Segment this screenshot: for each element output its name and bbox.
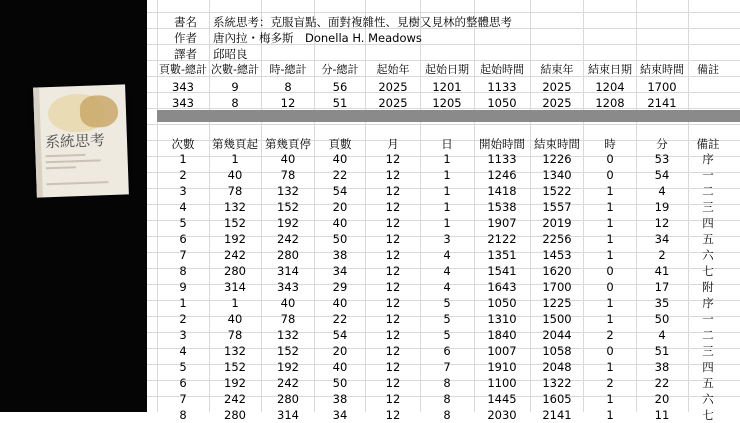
detail-row1-cell[interactable]: 1418 bbox=[487, 184, 517, 198]
detail-row2-cell[interactable]: 1 bbox=[231, 296, 239, 310]
detail-row2-cell[interactable]: 22 bbox=[654, 376, 670, 390]
detail-row2-cell[interactable]: 2141 bbox=[542, 408, 572, 422]
detail-row1-cell[interactable]: 1557 bbox=[542, 200, 572, 214]
author-label[interactable]: 作者 bbox=[174, 31, 197, 45]
detail-header-cell[interactable]: 時 bbox=[604, 137, 616, 151]
summary-cell[interactable]: 2025 bbox=[542, 80, 572, 94]
detail-header-cell[interactable]: 日 bbox=[441, 137, 453, 151]
summary-header-cell[interactable]: 起始時間 bbox=[480, 63, 524, 76]
detail-row1-cell[interactable]: 1 bbox=[231, 152, 239, 166]
detail-row1-cell[interactable]: 1 bbox=[443, 200, 451, 214]
summary-cell[interactable]: 2141 bbox=[647, 96, 677, 110]
detail-row2-cell[interactable]: 1 bbox=[606, 408, 614, 422]
book-cover bbox=[33, 84, 129, 197]
summary-cell[interactable]: 1050 bbox=[487, 96, 517, 110]
detail-row1-cell[interactable]: 242 bbox=[224, 248, 246, 262]
detail-row1-cell[interactable]: 0 bbox=[606, 264, 614, 278]
detail-row1-cell[interactable]: 17 bbox=[654, 280, 670, 294]
detail-row1-cell[interactable]: 0 bbox=[606, 152, 614, 166]
detail-row1-cell[interactable]: 2019 bbox=[542, 216, 572, 230]
detail-row1-cell[interactable]: 34 bbox=[654, 232, 670, 246]
detail-row2-cell[interactable]: 七 bbox=[702, 408, 714, 422]
detail-row2-cell[interactable]: 0 bbox=[606, 344, 614, 358]
summary-header-cell[interactable]: 頁數-總計 bbox=[159, 63, 207, 76]
detail-row2-cell[interactable]: 12 bbox=[385, 312, 401, 326]
summary-cell[interactable]: 2025 bbox=[542, 96, 572, 110]
detail-row2-cell[interactable]: 1 bbox=[606, 296, 614, 310]
detail-row1-cell[interactable]: 1340 bbox=[542, 168, 572, 182]
detail-row2-cell[interactable]: 1 bbox=[606, 312, 614, 326]
detail-row1-cell[interactable]: 1620 bbox=[542, 264, 572, 278]
detail-row2-cell[interactable]: 5 bbox=[443, 312, 451, 326]
detail-row2-cell[interactable]: 12 bbox=[385, 360, 401, 374]
detail-row1-cell[interactable]: 132 bbox=[277, 184, 299, 198]
summary-cell[interactable]: 1208 bbox=[595, 96, 625, 110]
detail-row1-cell[interactable]: 38 bbox=[332, 248, 348, 262]
detail-row1-cell[interactable]: 40 bbox=[227, 168, 243, 182]
detail-header-cell[interactable]: 頁數 bbox=[328, 137, 352, 151]
detail-row2-cell[interactable]: 152 bbox=[277, 344, 299, 358]
detail-row1-cell[interactable]: 54 bbox=[332, 184, 348, 198]
detail-row1-cell[interactable]: 五 bbox=[702, 232, 714, 246]
detail-header-cell[interactable]: 月 bbox=[387, 137, 399, 151]
detail-row2-cell[interactable]: 12 bbox=[385, 344, 401, 358]
detail-row2-cell[interactable]: 5 bbox=[443, 328, 451, 342]
detail-header-cell[interactable]: 分 bbox=[656, 137, 668, 151]
detail-row2-cell[interactable]: 51 bbox=[654, 344, 670, 358]
detail-row1-cell[interactable]: 12 bbox=[385, 152, 401, 166]
summary-cell[interactable]: 8 bbox=[231, 96, 239, 110]
detail-row2-cell[interactable]: 20 bbox=[332, 344, 348, 358]
detail-row1-cell[interactable]: 2 bbox=[179, 168, 187, 182]
summary-cell[interactable]: 12 bbox=[280, 96, 296, 110]
detail-row2-cell[interactable]: 20 bbox=[654, 392, 670, 406]
detail-row2-cell[interactable]: 152 bbox=[224, 360, 246, 374]
detail-row2-cell[interactable]: 4 bbox=[179, 344, 187, 358]
detail-row1-cell[interactable]: 280 bbox=[277, 248, 299, 262]
detail-row2-cell[interactable]: 7 bbox=[179, 392, 187, 406]
summary-cell[interactable]: 8 bbox=[284, 80, 292, 94]
detail-row2-cell[interactable]: 二 bbox=[702, 328, 714, 342]
summary-header-cell[interactable]: 次數-總計 bbox=[211, 63, 259, 76]
detail-row1-cell[interactable]: 314 bbox=[224, 280, 246, 294]
detail-row1-cell[interactable]: 1 bbox=[606, 232, 614, 246]
detail-row1-cell[interactable]: 54 bbox=[654, 168, 670, 182]
detail-row1-cell[interactable]: 4 bbox=[443, 280, 451, 294]
detail-header-cell[interactable]: 次數 bbox=[171, 137, 195, 151]
summary-header-cell[interactable]: 起始年 bbox=[376, 63, 410, 76]
detail-row2-cell[interactable]: 2044 bbox=[542, 328, 572, 342]
detail-row1-cell[interactable]: 280 bbox=[224, 264, 246, 278]
detail-row2-cell[interactable]: 50 bbox=[332, 376, 348, 390]
summary-header-cell[interactable]: 結束日期 bbox=[588, 63, 632, 76]
detail-row1-cell[interactable]: 一 bbox=[702, 168, 714, 182]
summary-cell[interactable]: 1201 bbox=[432, 80, 462, 94]
detail-row2-cell[interactable]: 7 bbox=[443, 360, 451, 374]
detail-row2-cell[interactable]: 50 bbox=[654, 312, 670, 326]
detail-row1-cell[interactable]: 1522 bbox=[542, 184, 572, 198]
detail-row2-cell[interactable]: 38 bbox=[332, 392, 348, 406]
book-cover-photo bbox=[0, 0, 147, 412]
detail-row1-cell[interactable]: 2 bbox=[658, 248, 666, 262]
detail-row2-cell[interactable]: 38 bbox=[654, 360, 670, 374]
detail-row1-cell[interactable]: 6 bbox=[179, 232, 187, 246]
detail-row1-cell[interactable]: 1 bbox=[179, 152, 187, 166]
detail-row1-cell[interactable]: 1 bbox=[443, 216, 451, 230]
detail-row1-cell[interactable]: 1 bbox=[443, 184, 451, 198]
detail-row2-cell[interactable]: 1 bbox=[179, 296, 187, 310]
detail-row2-cell[interactable]: 242 bbox=[224, 392, 246, 406]
detail-row1-cell[interactable]: 343 bbox=[277, 280, 299, 294]
detail-header-cell[interactable]: 備註 bbox=[696, 137, 720, 151]
detail-row1-cell[interactable]: 78 bbox=[227, 184, 243, 198]
detail-row2-cell[interactable]: 1445 bbox=[487, 392, 517, 406]
detail-row1-cell[interactable]: 1907 bbox=[487, 216, 517, 230]
summary-header-cell[interactable]: 結束時間 bbox=[640, 63, 684, 76]
title-label[interactable]: 書名 bbox=[174, 15, 197, 29]
detail-row1-cell[interactable]: 40 bbox=[280, 152, 296, 166]
detail-row1-cell[interactable]: 12 bbox=[385, 232, 401, 246]
detail-row1-cell[interactable]: 1133 bbox=[487, 152, 517, 166]
detail-row2-cell[interactable]: 1100 bbox=[487, 376, 517, 390]
detail-row2-cell[interactable]: 40 bbox=[332, 296, 348, 310]
detail-row1-cell[interactable]: 1538 bbox=[487, 200, 517, 214]
detail-row2-cell[interactable]: 1500 bbox=[542, 312, 572, 326]
detail-row1-cell[interactable]: 192 bbox=[277, 216, 299, 230]
detail-row2-cell[interactable]: 3 bbox=[179, 328, 187, 342]
detail-row2-cell[interactable]: 280 bbox=[224, 408, 246, 422]
detail-row2-cell[interactable]: 2030 bbox=[487, 408, 517, 422]
detail-row2-cell[interactable]: 132 bbox=[224, 344, 246, 358]
detail-row2-cell[interactable]: 1058 bbox=[542, 344, 572, 358]
detail-row2-cell[interactable]: 22 bbox=[332, 312, 348, 326]
detail-row1-cell[interactable]: 7 bbox=[179, 248, 187, 262]
detail-row2-cell[interactable]: 280 bbox=[277, 392, 299, 406]
detail-row1-cell[interactable]: 附 bbox=[702, 280, 714, 294]
detail-row2-cell[interactable]: 40 bbox=[227, 312, 243, 326]
detail-header-cell[interactable]: 結束時間 bbox=[534, 137, 580, 151]
detail-row2-cell[interactable]: 8 bbox=[443, 408, 451, 422]
detail-row1-cell[interactable]: 132 bbox=[224, 200, 246, 214]
detail-row1-cell[interactable]: 1226 bbox=[542, 152, 572, 166]
detail-row2-cell[interactable]: 2 bbox=[179, 312, 187, 326]
title-value[interactable]: 系統思考：克服盲點、面對複雜性、見樹又見林的整體思考 bbox=[213, 15, 512, 29]
detail-row1-cell[interactable]: 1 bbox=[606, 248, 614, 262]
summary-cell[interactable]: 1204 bbox=[595, 80, 625, 94]
detail-row1-cell[interactable]: 152 bbox=[277, 200, 299, 214]
detail-row2-cell[interactable]: 六 bbox=[702, 392, 714, 406]
detail-row2-cell[interactable]: 序 bbox=[702, 296, 714, 310]
detail-row1-cell[interactable]: 3 bbox=[443, 232, 451, 246]
detail-row1-cell[interactable]: 1 bbox=[443, 152, 451, 166]
detail-row1-cell[interactable]: 12 bbox=[385, 184, 401, 198]
detail-header-cell[interactable]: 第幾頁起 bbox=[212, 137, 258, 151]
summary-cell[interactable]: 1700 bbox=[647, 80, 677, 94]
detail-row1-cell[interactable]: 12 bbox=[385, 200, 401, 214]
detail-row2-cell[interactable]: 12 bbox=[385, 328, 401, 342]
detail-row1-cell[interactable]: 22 bbox=[332, 168, 348, 182]
detail-row1-cell[interactable]: 40 bbox=[332, 152, 348, 166]
detail-row1-cell[interactable]: 1 bbox=[606, 184, 614, 198]
detail-row2-cell[interactable]: 8 bbox=[443, 392, 451, 406]
detail-header-cell[interactable]: 開始時間 bbox=[479, 137, 525, 151]
cover-title: 系統思考 bbox=[44, 131, 106, 152]
detail-row2-cell[interactable]: 242 bbox=[277, 376, 299, 390]
summary-header-cell[interactable]: 備註 bbox=[697, 63, 719, 76]
detail-row2-cell[interactable]: 11 bbox=[654, 408, 670, 422]
detail-row1-cell[interactable]: 29 bbox=[332, 280, 348, 294]
detail-row1-cell[interactable]: 3 bbox=[179, 184, 187, 198]
author-value[interactable]: 唐內拉・梅多斯 Donella H. Meadows bbox=[213, 31, 422, 45]
detail-row1-cell[interactable]: 0 bbox=[606, 168, 614, 182]
detail-row1-cell[interactable]: 0 bbox=[606, 280, 614, 294]
summary-cell[interactable]: 51 bbox=[332, 96, 348, 110]
detail-header-cell[interactable]: 第幾頁停 bbox=[265, 137, 311, 151]
detail-row2-cell[interactable]: 1050 bbox=[487, 296, 517, 310]
detail-row1-cell[interactable]: 1 bbox=[606, 200, 614, 214]
detail-row1-cell[interactable]: 12 bbox=[385, 168, 401, 182]
summary-header-cell[interactable]: 結束年 bbox=[540, 63, 574, 76]
detail-row2-cell[interactable]: 1605 bbox=[542, 392, 572, 406]
detail-row1-cell[interactable]: 192 bbox=[224, 232, 246, 246]
detail-row2-cell[interactable]: 192 bbox=[277, 360, 299, 374]
detail-row1-cell[interactable]: 2122 bbox=[487, 232, 517, 246]
detail-row1-cell[interactable]: 1541 bbox=[487, 264, 517, 278]
detail-row1-cell[interactable]: 41 bbox=[654, 264, 670, 278]
detail-row1-cell[interactable]: 1 bbox=[443, 168, 451, 182]
detail-row1-cell[interactable]: 53 bbox=[654, 152, 670, 166]
summary-cell[interactable]: 2025 bbox=[378, 80, 408, 94]
detail-row2-cell[interactable]: 2 bbox=[606, 376, 614, 390]
translator-value[interactable]: 邱昭良 bbox=[213, 47, 248, 61]
detail-row1-cell[interactable]: 9 bbox=[179, 280, 187, 294]
summary-cell[interactable]: 343 bbox=[172, 80, 194, 94]
detail-row2-cell[interactable]: 1310 bbox=[487, 312, 517, 326]
detail-row2-cell[interactable]: 314 bbox=[277, 408, 299, 422]
detail-row2-cell[interactable]: 34 bbox=[332, 408, 348, 422]
detail-row2-cell[interactable]: 12 bbox=[385, 408, 401, 422]
detail-row1-cell[interactable]: 242 bbox=[277, 232, 299, 246]
detail-row1-cell[interactable]: 4 bbox=[443, 248, 451, 262]
detail-row2-cell[interactable]: 一 bbox=[702, 312, 714, 326]
summary-cell[interactable]: 1133 bbox=[487, 80, 517, 94]
translator-label[interactable]: 譯者 bbox=[174, 47, 197, 61]
detail-row2-cell[interactable]: 192 bbox=[224, 376, 246, 390]
detail-row1-cell[interactable]: 二 bbox=[702, 184, 714, 198]
detail-row1-cell[interactable]: 50 bbox=[332, 232, 348, 246]
detail-row1-cell[interactable]: 2256 bbox=[542, 232, 572, 246]
detail-row1-cell[interactable]: 20 bbox=[332, 200, 348, 214]
detail-row2-cell[interactable]: 12 bbox=[385, 376, 401, 390]
detail-row2-cell[interactable]: 1225 bbox=[542, 296, 572, 310]
detail-row1-cell[interactable]: 1246 bbox=[487, 168, 517, 182]
detail-row1-cell[interactable]: 78 bbox=[280, 168, 296, 182]
detail-row1-cell[interactable]: 40 bbox=[332, 216, 348, 230]
detail-row1-cell[interactable]: 1351 bbox=[487, 248, 517, 262]
summary-header-cell[interactable]: 分-總計 bbox=[321, 63, 359, 76]
summary-cell[interactable]: 1205 bbox=[432, 96, 462, 110]
detail-row1-cell[interactable]: 5 bbox=[179, 216, 187, 230]
detail-row2-cell[interactable]: 12 bbox=[385, 392, 401, 406]
detail-row2-cell[interactable]: 4 bbox=[658, 328, 666, 342]
summary-header-cell[interactable]: 時-總計 bbox=[269, 63, 307, 76]
detail-row1-cell[interactable]: 4 bbox=[443, 264, 451, 278]
detail-row2-cell[interactable]: 132 bbox=[277, 328, 299, 342]
detail-row2-cell[interactable]: 1910 bbox=[487, 360, 517, 374]
detail-row2-cell[interactable]: 78 bbox=[280, 312, 296, 326]
detail-row2-cell[interactable]: 8 bbox=[179, 408, 187, 422]
summary-cell[interactable]: 343 bbox=[172, 96, 194, 110]
detail-row2-cell[interactable]: 12 bbox=[385, 296, 401, 310]
detail-row1-cell[interactable]: 1 bbox=[606, 216, 614, 230]
detail-row2-cell[interactable]: 35 bbox=[654, 296, 670, 310]
detail-row1-cell[interactable]: 四 bbox=[702, 216, 714, 230]
summary-cell[interactable]: 2025 bbox=[378, 96, 408, 110]
detail-row2-cell[interactable]: 1 bbox=[606, 360, 614, 374]
summary-header-cell[interactable]: 起始日期 bbox=[425, 63, 469, 76]
detail-row1-cell[interactable]: 152 bbox=[224, 216, 246, 230]
detail-row1-cell[interactable]: 12 bbox=[385, 280, 401, 294]
detail-row2-cell[interactable]: 40 bbox=[280, 296, 296, 310]
detail-row1-cell[interactable]: 4 bbox=[658, 184, 666, 198]
detail-row1-cell[interactable]: 4 bbox=[179, 200, 187, 214]
detail-row1-cell[interactable]: 1453 bbox=[542, 248, 572, 262]
detail-row2-cell[interactable]: 1322 bbox=[542, 376, 572, 390]
detail-row1-cell[interactable]: 12 bbox=[385, 248, 401, 262]
detail-row1-cell[interactable]: 三 bbox=[702, 200, 714, 214]
detail-row1-cell[interactable]: 12 bbox=[385, 216, 401, 230]
detail-row2-cell[interactable]: 2048 bbox=[542, 360, 572, 374]
detail-row2-cell[interactable]: 6 bbox=[179, 376, 187, 390]
summary-cell[interactable]: 9 bbox=[231, 80, 239, 94]
summary-cell[interactable]: 56 bbox=[332, 80, 348, 94]
detail-row2-cell[interactable]: 1 bbox=[606, 392, 614, 406]
detail-row1-cell[interactable]: 12 bbox=[385, 264, 401, 278]
detail-row2-cell[interactable]: 5 bbox=[443, 296, 451, 310]
detail-row1-cell[interactable]: 34 bbox=[332, 264, 348, 278]
detail-row2-cell[interactable]: 40 bbox=[332, 360, 348, 374]
detail-row1-cell[interactable]: 19 bbox=[654, 200, 670, 214]
detail-row1-cell[interactable]: 序 bbox=[702, 152, 714, 166]
detail-row1-cell[interactable]: 1643 bbox=[487, 280, 517, 294]
detail-row2-cell[interactable]: 五 bbox=[702, 376, 714, 390]
detail-row2-cell[interactable]: 1840 bbox=[487, 328, 517, 342]
detail-row2-cell[interactable]: 78 bbox=[227, 328, 243, 342]
detail-row2-cell[interactable]: 8 bbox=[443, 376, 451, 390]
detail-row2-cell[interactable]: 三 bbox=[702, 344, 714, 358]
detail-row2-cell[interactable]: 四 bbox=[702, 360, 714, 374]
detail-row2-cell[interactable]: 5 bbox=[179, 360, 187, 374]
detail-row2-cell[interactable]: 2 bbox=[606, 328, 614, 342]
detail-row1-cell[interactable]: 六 bbox=[702, 248, 714, 262]
detail-row1-cell[interactable]: 8 bbox=[179, 264, 187, 278]
detail-row1-cell[interactable]: 12 bbox=[654, 216, 670, 230]
detail-row1-cell[interactable]: 七 bbox=[702, 264, 714, 278]
detail-row2-cell[interactable]: 54 bbox=[332, 328, 348, 342]
detail-row1-cell[interactable]: 314 bbox=[277, 264, 299, 278]
separator-band bbox=[157, 110, 740, 122]
detail-row2-cell[interactable]: 6 bbox=[443, 344, 451, 358]
detail-row2-cell[interactable]: 1007 bbox=[487, 344, 517, 358]
detail-row1-cell[interactable]: 1700 bbox=[542, 280, 572, 294]
